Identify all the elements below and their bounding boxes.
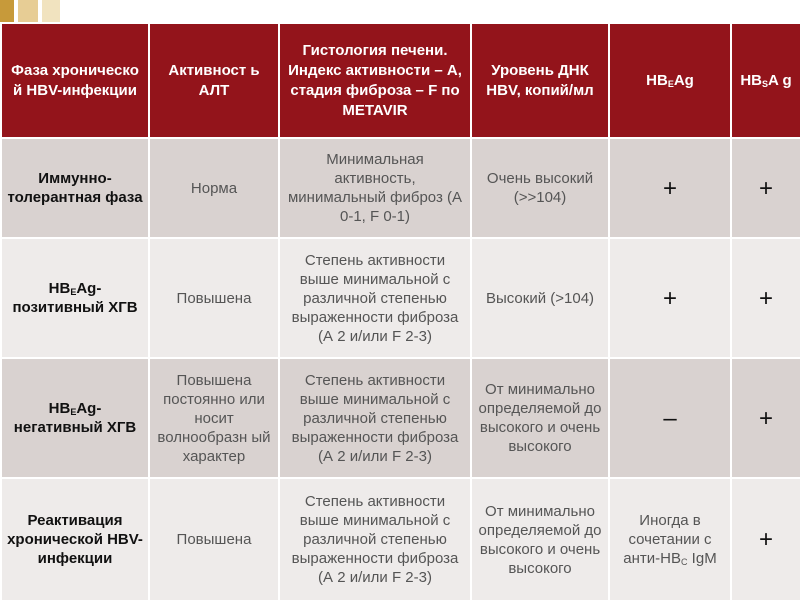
cell-histology: Степень активности выше минимальной с различной степенью выраженности фиброза (А 2 и/или F 2-3) <box>279 478 471 601</box>
table-row <box>1 358 800 478</box>
hbv-phases-table <box>0 22 800 602</box>
table-row <box>1 138 800 238</box>
title-decoration-block <box>42 0 60 22</box>
cell-hbeag: Иногда в сочетании с анти-$HB_C$ IgM <box>609 478 731 601</box>
cell-dna: Высокий (>104) <box>471 238 609 358</box>
cell-phase: $HB_EAg$-позитивный ХГВ <box>1 238 149 358</box>
table-row <box>1 238 800 358</box>
cell-hbeag: + <box>609 238 731 358</box>
cell-histology: Степень активности выше минимальной с различной степенью выраженности фиброза (А 2 и/или F 2-3) <box>279 358 471 478</box>
title-decoration-block <box>0 0 14 22</box>
cell-hbsag: + <box>731 138 800 238</box>
table-header-row <box>1 23 800 138</box>
cell-phase: Реактивация хронической HBV-инфекции <box>1 478 149 601</box>
cell-histology: Минимальная активность, минимальный фиброз (А 0-1, F 0-1) <box>279 138 471 238</box>
cell-hbeag: + <box>609 138 731 238</box>
cell-dna: От минимально определяемой до высокого и очень высокого <box>471 478 609 601</box>
cell-hbsag: + <box>731 478 800 601</box>
header-histology: Гистология печени. Индекс активности – A, стадия фиброза – F по METAVIR <box>279 23 471 138</box>
cell-hbsag: + <box>731 358 800 478</box>
cell-alt: Повышена <box>149 238 279 358</box>
cell-alt: Норма <box>149 138 279 238</box>
cell-dna: Очень высокий (>>104) <box>471 138 609 238</box>
cell-alt: Повышена <box>149 478 279 601</box>
cell-phase: Иммунно-толерантная фаза <box>1 138 149 238</box>
cell-phase: $HB_EAg$-негативный ХГВ <box>1 358 149 478</box>
header-phase: Фаза хроническо й HBV-инфекции <box>1 23 149 138</box>
cell-hbeag: – <box>609 358 731 478</box>
cell-alt: Повышена постоянно или носит волнообразн ый характер <box>149 358 279 478</box>
title-decoration-block <box>18 0 38 22</box>
header-hbsag: $HB_SA$ g <box>731 23 800 138</box>
header-alt-activity: Активност ь АЛТ <box>149 23 279 138</box>
cell-dna: От минимально определяемой до высокого и очень высокого <box>471 358 609 478</box>
header-hbeag: $HB_EAg$ <box>609 23 731 138</box>
cell-hbsag: + <box>731 238 800 358</box>
header-dna-level: Уровень ДНК HBV, копий/мл <box>471 23 609 138</box>
table-row <box>1 478 800 601</box>
cell-histology: Степень активности выше минимальной с различной степенью выраженности фиброза (А 2 и/или F 2-3) <box>279 238 471 358</box>
